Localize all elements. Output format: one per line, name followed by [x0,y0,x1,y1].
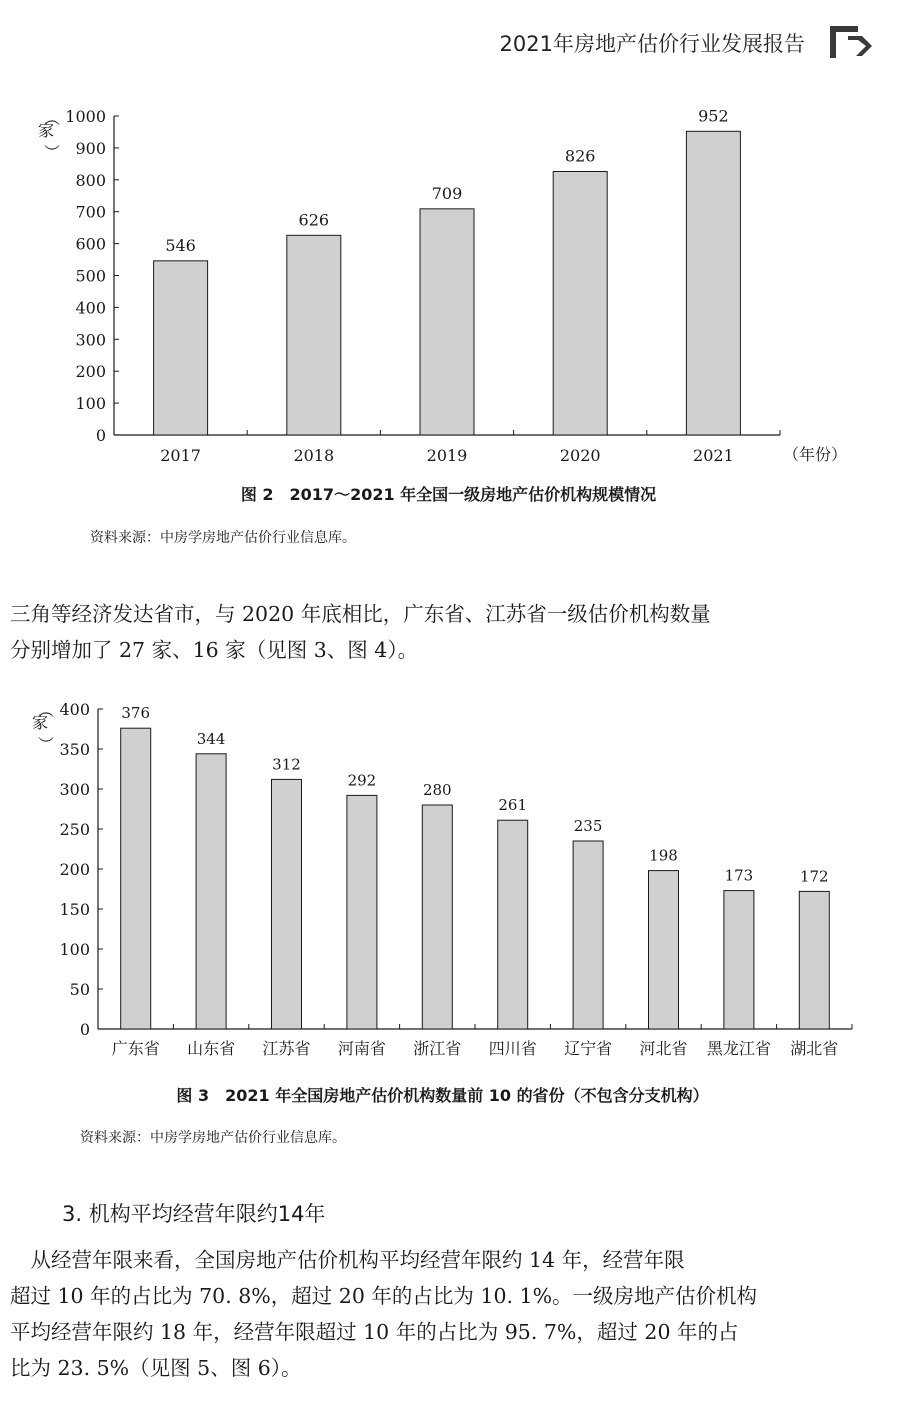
x-tick-label: 2021 [693,446,734,465]
y-tick-label: 150 [59,900,90,919]
bar-山东省 [196,754,226,1029]
paragraph-2-line: 超过 10 年的占比为 70. 8%，超过 20 年的占比为 10. 1%。一级房地产估价机构 [10,1284,758,1308]
data-label: 198 [649,846,678,865]
paragraph-1-line: 分别增加了 27 家、16 家（见图 3、图 4）。 [10,638,419,662]
y-tick-label: 100 [75,394,106,414]
paragraph-2 [10,1242,885,1386]
data-label: 312 [272,755,301,774]
data-label: 172 [799,867,829,886]
y-tick-label: 1000 [65,107,106,126]
svg-text:（: （ [42,109,61,127]
data-label: 292 [347,771,377,790]
data-label: 546 [165,235,196,255]
paragraph-1-line: 三角等经济发达省市，与 2020 年底相比，广东省、江苏省一级估价机构数量 [10,602,711,626]
data-label: 344 [196,729,226,748]
paragraph-2-line: 从经营年限来看，全国房地产估价机构平均经营年限约 14 年，经营年限 [10,1248,685,1272]
bar-黑龙江省 [724,891,754,1029]
y-tick-label: 400 [59,700,90,719]
svg-text:）: ） [36,735,55,753]
svg-text:（: （ [36,701,55,719]
y-tick-label: 600 [75,234,106,254]
bar-2018 [287,235,341,435]
chart1-xlabel: （年份） [782,445,848,464]
y-tick-label: 200 [59,860,90,879]
folded-corner-logo-icon [826,22,876,62]
x-tick-label: 黑龙江省 [706,1039,771,1058]
y-tick-label: 250 [59,820,90,839]
chart1-caption: 图 2 2017～2021 年全国一级房地产估价机构规模情况 [240,485,657,504]
y-tick-label: 350 [59,740,90,759]
svg-text:家: 家 [31,713,49,732]
bar-辽宁省 [573,841,603,1029]
data-label: 376 [121,704,151,723]
bar-广东省 [121,728,151,1029]
chart2-caption: 图 3 2021 年全国房地产估价机构数量前 10 的省份（不包含分支机构） [176,1086,709,1105]
y-tick-label: 0 [79,1020,90,1039]
y-tick-label: 100 [59,940,90,959]
data-label: 173 [724,866,754,885]
y-tick-label: 0 [95,426,106,445]
bar-2020 [553,172,607,435]
bar-河南省 [347,795,377,1029]
x-tick-label: 2018 [293,446,335,465]
data-label: 261 [498,796,528,815]
paragraph-2-line: 平均经营年限约 18 年，经营年限超过 10 年的占比为 95. 7%，超过 20 年的占 [10,1320,739,1344]
y-tick-label: 50 [69,980,90,999]
x-tick-label: 河南省 [337,1039,386,1058]
chart2-source: 资料来源：中房学房地产估价行业信息库。 [80,1130,346,1146]
top10-provinces-chart [0,690,897,1070]
data-label: 626 [298,210,330,230]
bar-四川省 [498,820,528,1029]
chart1-ylabel-char: 家 [37,121,55,140]
x-tick-label: 辽宁省 [564,1039,613,1058]
data-label: 235 [573,817,603,835]
chart2-ylabel [32,702,55,752]
y-tick-label: 900 [75,138,106,158]
y-tick-label: 500 [75,266,106,286]
y-tick-label: 300 [75,330,106,350]
bar-2019 [420,209,474,435]
bar-2017 [154,261,208,435]
y-tick-label: 300 [59,780,90,799]
svg-text:）: ） [42,143,61,161]
y-tick-label: 800 [75,170,106,190]
y-tick-label: 400 [75,298,106,318]
data-label: 826 [564,146,596,166]
paragraph-1 [10,596,885,668]
report-title: 2021年房地产估价行业发展报告 [499,32,805,56]
bar-湖北省 [799,891,829,1029]
bar-2021 [686,131,740,435]
x-tick-label: 浙江省 [413,1039,462,1058]
x-tick-label: 广东省 [111,1039,160,1058]
paragraph-2-line: 比为 23. 5%（见图 5、图 6）。 [10,1356,302,1380]
x-tick-label: 四川省 [488,1039,537,1058]
x-tick-label: 2019 [426,446,468,465]
x-tick-label: 2020 [559,446,601,465]
chart1-source: 资料来源：中房学房地产估价行业信息库。 [90,530,356,546]
data-label: 952 [698,106,729,126]
y-tick-label: 200 [75,362,106,382]
x-tick-label: 湖北省 [790,1039,839,1058]
bar-浙江省 [422,805,452,1029]
bar-江苏省 [272,779,302,1029]
x-tick-label: 2017 [160,446,201,465]
x-tick-label: 河北省 [639,1039,688,1058]
data-label: 709 [431,183,463,203]
data-label: 280 [422,781,452,799]
org-count-by-year-chart [0,100,897,480]
section-heading: 3. 机构平均经营年限约14年 [62,1202,326,1226]
x-tick-label: 江苏省 [262,1039,311,1058]
bar-河北省 [649,871,679,1029]
x-tick-label: 山东省 [187,1039,236,1058]
chart1-ylabel [38,110,61,160]
y-tick-label: 700 [75,202,106,222]
